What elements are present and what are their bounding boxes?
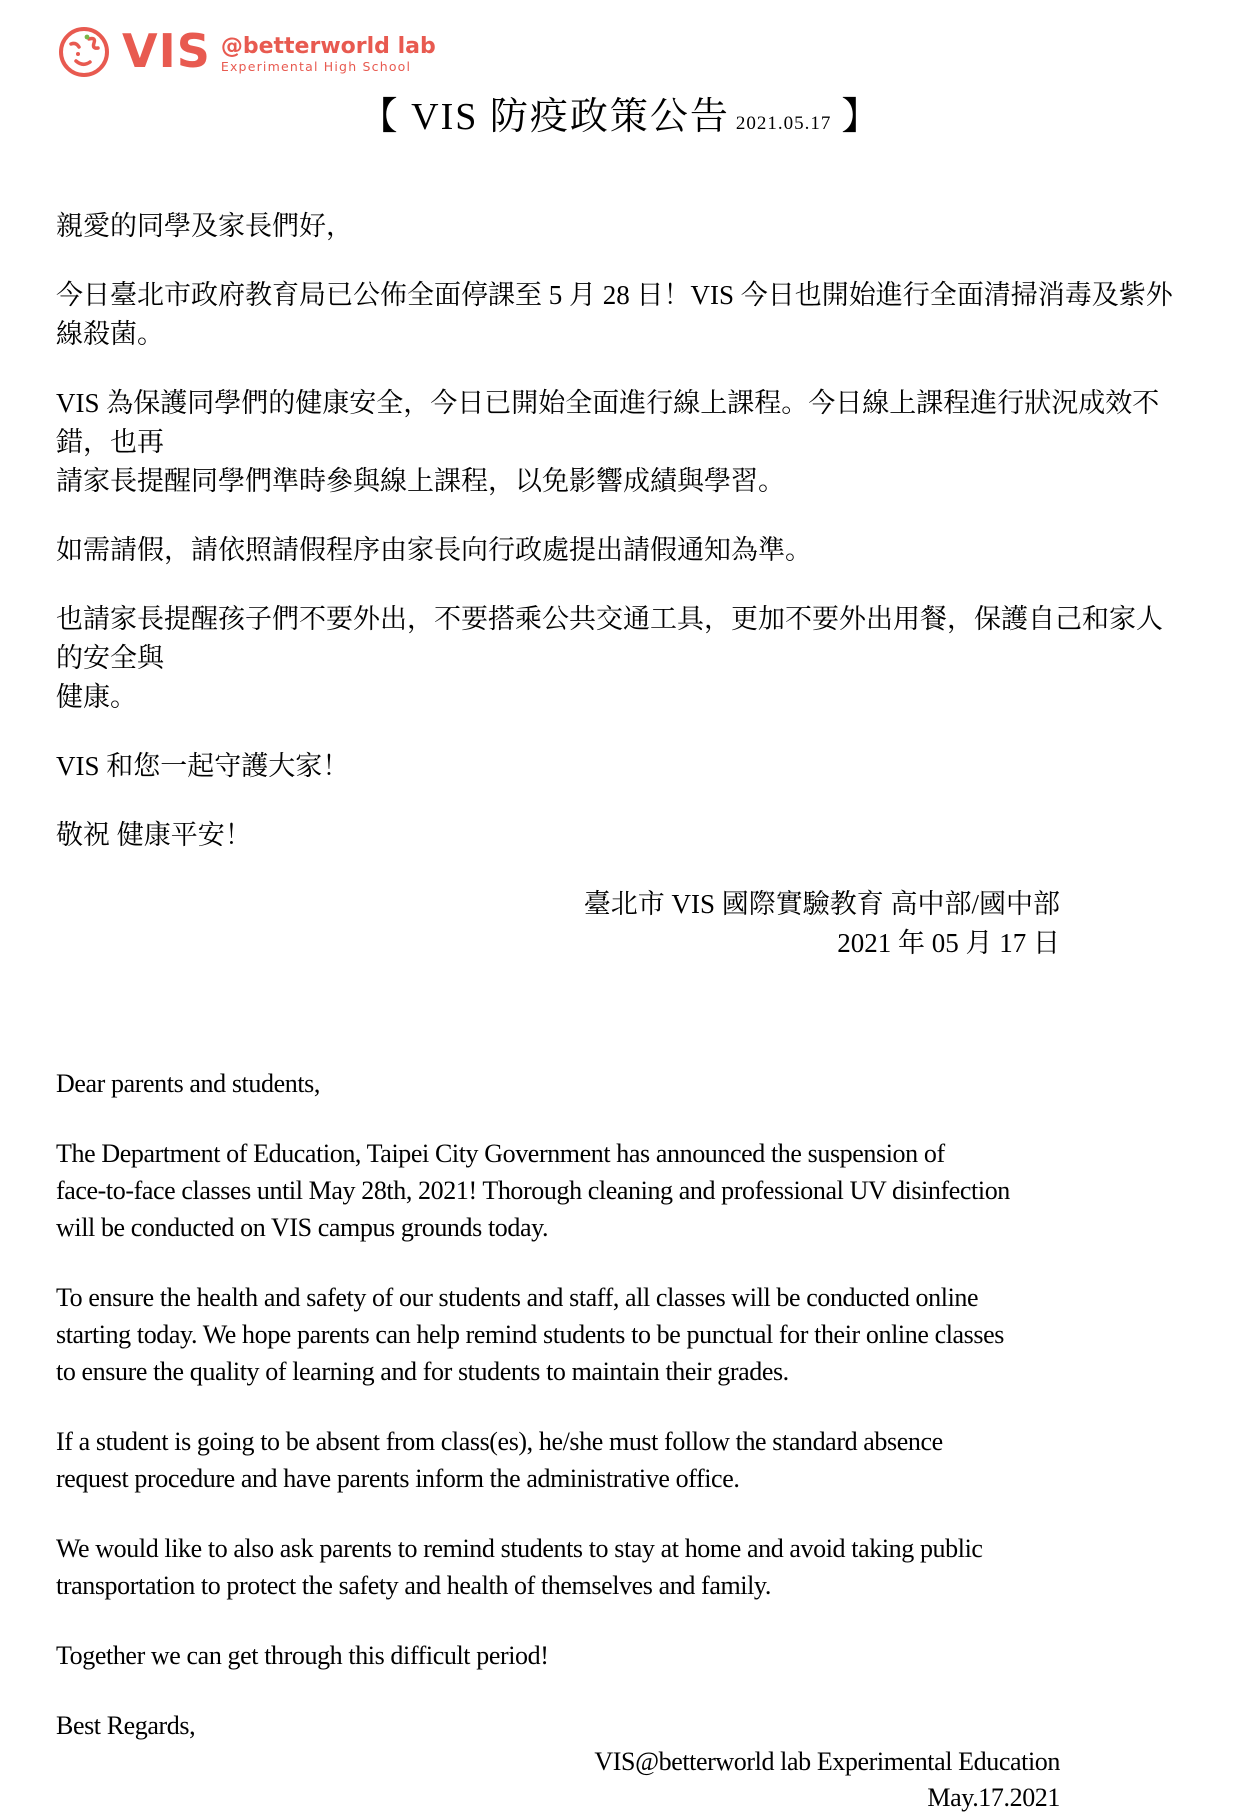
chinese-paragraph: 敬祝 健康平安！ <box>56 820 252 850</box>
chinese-greeting: 親愛的同學及家長們好， <box>56 211 353 241</box>
english-paragraph: We would like to also ask parents to remind students to stay at home and avoid taking public transportation to protect the safety and health of themselves and family. <box>56 1534 983 1600</box>
english-regards: Best Regards, <box>56 1711 196 1740</box>
chinese-signature <box>56 885 1185 963</box>
chinese-paragraph: VIS 為保護同學們的健康安全，今日已開始全面進行線上課程。今日線上課程進行狀況成效不錯，也再 請家長提醒同學們準時參與線上課程，以免影響成績與學習。 <box>56 388 1160 496</box>
vis-smiley-face-icon <box>56 23 112 79</box>
english-paragraph: The Department of Education, Taipei City Government has announced the suspension of face-to-face classes until May 28th, 2021! Thorough cleaning and professional UV disinfection will be conducted on VIS campus grounds today. <box>56 1139 1010 1242</box>
chinese-paragraph: VIS 和您一起守護大家！ <box>56 751 350 781</box>
english-section <box>56 1065 1185 1816</box>
english-signature-date: May.17.2021 <box>927 1783 1060 1812</box>
chinese-paragraph: 今日臺北市政府教育局已公佈全面停課至 5 月 28 日！VIS 今日也開始進行全面清掃消毒及紫外線殺菌。 <box>56 280 1173 349</box>
chinese-signature-date: 2021 年 05 月 17 日 <box>837 928 1060 958</box>
page-title <box>56 94 1185 147</box>
logo-school-text: Experimental High School <box>220 58 412 74</box>
english-paragraph: To ensure the health and safety of our students and staff, all classes will be conducted online starting today. We hope parents can help remind students to be punctual for their online classes to ensure the quality of learning and for students to maintain their grades. <box>56 1283 1004 1386</box>
title-date: 2021.05.17 <box>735 113 832 134</box>
logo-betterworld-text: @betterworld lab <box>220 33 436 59</box>
chinese-paragraph: 如需請假，請依照請假程序由家長向行政處提出請假通知為準。 <box>56 535 812 565</box>
chinese-section <box>56 207 1185 963</box>
vis-logo <box>56 0 1185 82</box>
english-closing: Together we can get through this difficult period! <box>56 1641 549 1670</box>
chinese-paragraph: 也請家長提醒孩子們不要外出，不要搭乘公共交通工具，更加不要外出用餐，保護自己和家人的安全與 健康。 <box>56 604 1163 712</box>
logo-vis-text: VIS <box>122 24 211 78</box>
title-bracket-open: 【 <box>359 96 400 138</box>
english-greeting: Dear parents and students, <box>56 1069 320 1098</box>
english-paragraph: If a student is going to be absent from class(es), he/she must follow the standard absence request procedure and have parents inform the administrative office. <box>56 1427 943 1493</box>
title-bracket-close: 】 <box>841 96 882 138</box>
english-signature-org: VIS@betterworld lab Experimental Education <box>594 1747 1060 1776</box>
chinese-signature-org: 臺北市 VIS 國際實驗教育 高中部/國中部 <box>583 889 1060 919</box>
title-text: VIS 防疫政策公告 <box>399 96 730 138</box>
